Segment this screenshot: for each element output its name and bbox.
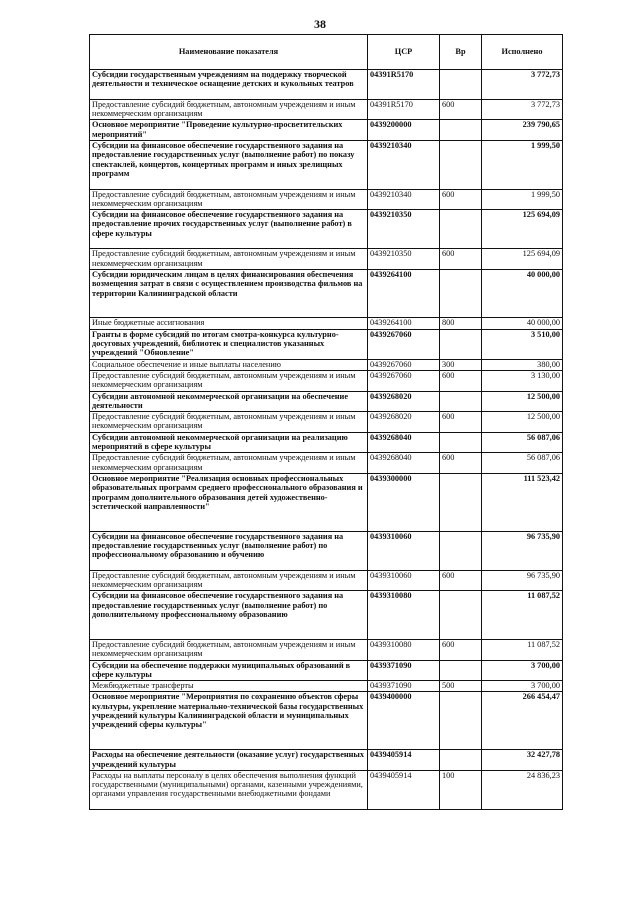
row-vr-cell: 500	[440, 681, 482, 692]
row-csr-cell: 0439210340	[368, 141, 440, 190]
row-name-cell: Расходы на выплаты персоналу в целях обеспечения выполнения функций государственными (муниципальными) органами, казенными учреждениями, органами управления государственными внебюджетными фондами	[90, 770, 368, 809]
row-amount-cell: 3 510,00	[482, 329, 563, 359]
row-vr-cell	[440, 269, 482, 318]
table-row	[90, 531, 563, 570]
header-vr: Вр	[440, 35, 482, 70]
row-csr-cell: 0439210350	[368, 210, 440, 249]
row-name-cell: Субсидии на финансовое обеспечение государственного задания на предоставление государственных услуг (выполнение работ) по показу спектаклей, концертов, концертных программ и иных зрелищных программ	[90, 141, 368, 190]
budget-table	[89, 34, 563, 810]
table-row	[90, 318, 563, 329]
header-name: Наименование показателя	[90, 35, 368, 70]
table-row	[90, 120, 563, 141]
row-name-cell: Субсидии автономной некоммерческой организации на реализацию мероприятий в сфере культуры	[90, 432, 368, 453]
row-vr-cell	[440, 329, 482, 359]
row-amount-cell: 32 427,78	[482, 750, 563, 771]
row-vr-cell	[440, 141, 482, 190]
row-amount-cell: 266 454,47	[482, 692, 563, 750]
row-amount-cell: 3 130,00	[482, 370, 563, 391]
row-vr-cell	[440, 432, 482, 453]
header-csr: ЦСР	[368, 35, 440, 70]
row-csr-cell: 0439210350	[368, 249, 440, 270]
table-row	[90, 591, 563, 640]
row-name-cell: Гранты в форме субсидий по итогам смотра-конкурса культурно-досуговых учреждений, библиотек и специалистов указанных учреждений "Обновление"	[90, 329, 368, 359]
row-name-cell: Субсидии юридическим лицам в целях финансирования обеспечения возмещения затрат в связи с осуществлением производства фильмов на территории Калининградской области	[90, 269, 368, 318]
row-name-cell: Основное мероприятие "Мероприятия по сохранению объектов сферы культуры, укрепление материально-технической базы государственных учреждений культуры Калининградской области и муниципальных учреждений сферы культуры"	[90, 692, 368, 750]
row-csr-cell: 0439268020	[368, 391, 440, 412]
row-amount-cell: 24 836,23	[482, 770, 563, 809]
row-amount-cell: 3 772,73	[482, 70, 563, 100]
row-vr-cell: 600	[440, 249, 482, 270]
row-name-cell: Предоставление субсидий бюджетным, автономным учреждениям и иным некоммерческим организациям	[90, 189, 368, 210]
row-csr-cell: 0439268020	[368, 412, 440, 433]
row-vr-cell: 100	[440, 770, 482, 809]
row-amount-cell: 40 000,00	[482, 318, 563, 329]
row-vr-cell: 600	[440, 370, 482, 391]
row-csr-cell: 0439268040	[368, 453, 440, 474]
table-row	[90, 570, 563, 591]
row-name-cell: Субсидии на финансовое обеспечение государственного задания на предоставление прочих государственных услуг (выполнение работ) в сфере культуры	[90, 210, 368, 249]
table-row	[90, 141, 563, 190]
table-row	[90, 639, 563, 660]
row-amount-cell: 380,00	[482, 359, 563, 370]
row-vr-cell	[440, 70, 482, 100]
row-amount-cell: 11 087,52	[482, 591, 563, 640]
row-amount-cell: 1 999,50	[482, 141, 563, 190]
row-name-cell: Социальное обеспечение и иные выплаты населению	[90, 359, 368, 370]
row-vr-cell	[440, 391, 482, 412]
table-row	[90, 210, 563, 249]
row-name-cell: Иные бюджетные ассигнования	[90, 318, 368, 329]
row-amount-cell: 56 087,06	[482, 432, 563, 453]
page-number: 38	[314, 17, 326, 31]
table-row	[90, 391, 563, 412]
table-row	[90, 99, 563, 120]
row-amount-cell: 12 500,00	[482, 412, 563, 433]
row-csr-cell: 04391R5170	[368, 70, 440, 100]
row-vr-cell: 600	[440, 453, 482, 474]
table-row	[90, 692, 563, 750]
table-row	[90, 473, 563, 531]
row-name-cell: Расходы на обеспечение деятельности (оказание услуг) государственных учреждений культуры	[90, 750, 368, 771]
row-csr-cell: 0439210340	[368, 189, 440, 210]
row-csr-cell: 0439310080	[368, 591, 440, 640]
table-row	[90, 70, 563, 100]
row-csr-cell: 0439267060	[368, 370, 440, 391]
row-vr-cell	[440, 473, 482, 531]
row-vr-cell: 300	[440, 359, 482, 370]
row-csr-cell: 0439264100	[368, 269, 440, 318]
table-body	[90, 70, 563, 810]
row-name-cell: Основное мероприятие "Проведение культурно-просветительских мероприятий"	[90, 120, 368, 141]
row-name-cell: Предоставление субсидий бюджетным, автономным учреждениям и иным некоммерческим организациям	[90, 99, 368, 120]
row-csr-cell: 0439371090	[368, 660, 440, 681]
row-vr-cell	[440, 531, 482, 570]
row-vr-cell	[440, 591, 482, 640]
row-csr-cell: 0439310080	[368, 639, 440, 660]
row-vr-cell	[440, 120, 482, 141]
row-vr-cell	[440, 660, 482, 681]
row-amount-cell: 125 694,09	[482, 210, 563, 249]
row-csr-cell: 0439300000	[368, 473, 440, 531]
row-amount-cell: 56 087,06	[482, 453, 563, 474]
row-csr-cell: 0439405914	[368, 750, 440, 771]
table-row	[90, 359, 563, 370]
row-vr-cell: 600	[440, 570, 482, 591]
row-csr-cell: 0439371090	[368, 681, 440, 692]
row-amount-cell: 3 700,00	[482, 681, 563, 692]
row-name-cell: Предоставление субсидий бюджетным, автономным учреждениям и иным некоммерческим организациям	[90, 370, 368, 391]
row-vr-cell	[440, 750, 482, 771]
row-name-cell: Предоставление субсидий бюджетным, автономным учреждениям и иным некоммерческим организациям	[90, 453, 368, 474]
row-name-cell: Предоставление субсидий бюджетным, автономным учреждениям и иным некоммерческим организациям	[90, 412, 368, 433]
row-name-cell: Межбюджетные трансферты	[90, 681, 368, 692]
table-row	[90, 681, 563, 692]
table-row	[90, 249, 563, 270]
row-csr-cell: 0439268040	[368, 432, 440, 453]
row-amount-cell: 1 999,50	[482, 189, 563, 210]
table-row	[90, 370, 563, 391]
row-amount-cell: 3 772,73	[482, 99, 563, 120]
table-header-row	[90, 35, 563, 70]
table-row	[90, 189, 563, 210]
row-csr-cell: 0439267060	[368, 359, 440, 370]
table-row	[90, 770, 563, 809]
row-name-cell: Основное мероприятие "Реализация основных профессиональных образовательных программ среднего профессионального образования и программ дополнительного образования детей художественно-эстетической направленности"	[90, 473, 368, 531]
row-amount-cell: 239 790,65	[482, 120, 563, 141]
row-vr-cell: 600	[440, 639, 482, 660]
table-row	[90, 432, 563, 453]
table-row	[90, 412, 563, 433]
row-amount-cell: 96 735,90	[482, 570, 563, 591]
row-vr-cell	[440, 210, 482, 249]
row-csr-cell: 0439310060	[368, 570, 440, 591]
row-vr-cell: 600	[440, 99, 482, 120]
row-name-cell: Субсидии автономной некоммерческой организации на обеспечение деятельности	[90, 391, 368, 412]
row-csr-cell: 0439264100	[368, 318, 440, 329]
row-amount-cell: 3 700,00	[482, 660, 563, 681]
row-name-cell: Субсидии на обеспечение поддержки муниципальных образований в сфере культуры	[90, 660, 368, 681]
row-name-cell: Предоставление субсидий бюджетным, автономным учреждениям и иным некоммерческим организациям	[90, 639, 368, 660]
table-row	[90, 750, 563, 771]
row-csr-cell: 0439267060	[368, 329, 440, 359]
table-row	[90, 329, 563, 359]
row-amount-cell: 125 694,09	[482, 249, 563, 270]
row-csr-cell: 04391R5170	[368, 99, 440, 120]
row-csr-cell: 0439405914	[368, 770, 440, 809]
row-vr-cell: 800	[440, 318, 482, 329]
row-csr-cell: 0439400000	[368, 692, 440, 750]
row-csr-cell: 0439310060	[368, 531, 440, 570]
row-name-cell: Предоставление субсидий бюджетным, автономным учреждениям и иным некоммерческим организациям	[90, 249, 368, 270]
row-amount-cell: 96 735,90	[482, 531, 563, 570]
row-amount-cell: 11 087,52	[482, 639, 563, 660]
table-row	[90, 453, 563, 474]
row-amount-cell: 12 500,00	[482, 391, 563, 412]
row-name-cell: Предоставление субсидий бюджетным, автономным учреждениям и иным некоммерческим организациям	[90, 570, 368, 591]
table-row	[90, 269, 563, 318]
row-name-cell: Субсидии на финансовое обеспечение государственного задания на предоставление государственных услуг (выполнение работ) по дополнительному профессиональному образованию	[90, 591, 368, 640]
row-vr-cell: 600	[440, 189, 482, 210]
row-vr-cell	[440, 692, 482, 750]
row-vr-cell: 600	[440, 412, 482, 433]
table-row	[90, 660, 563, 681]
row-amount-cell: 40 000,00	[482, 269, 563, 318]
row-name-cell: Субсидии на финансовое обеспечение государственного задания на предоставление государственных услуг (выполнение работ) по профессиональному образованию и обучению	[90, 531, 368, 570]
row-csr-cell: 0439200000	[368, 120, 440, 141]
row-name-cell: Субсидии государственным учреждениям на поддержку творческой деятельности и техническое оснащение детских и кукольных театров	[90, 70, 368, 100]
header-amount: Исполнено	[482, 35, 563, 70]
row-amount-cell: 111 523,42	[482, 473, 563, 531]
